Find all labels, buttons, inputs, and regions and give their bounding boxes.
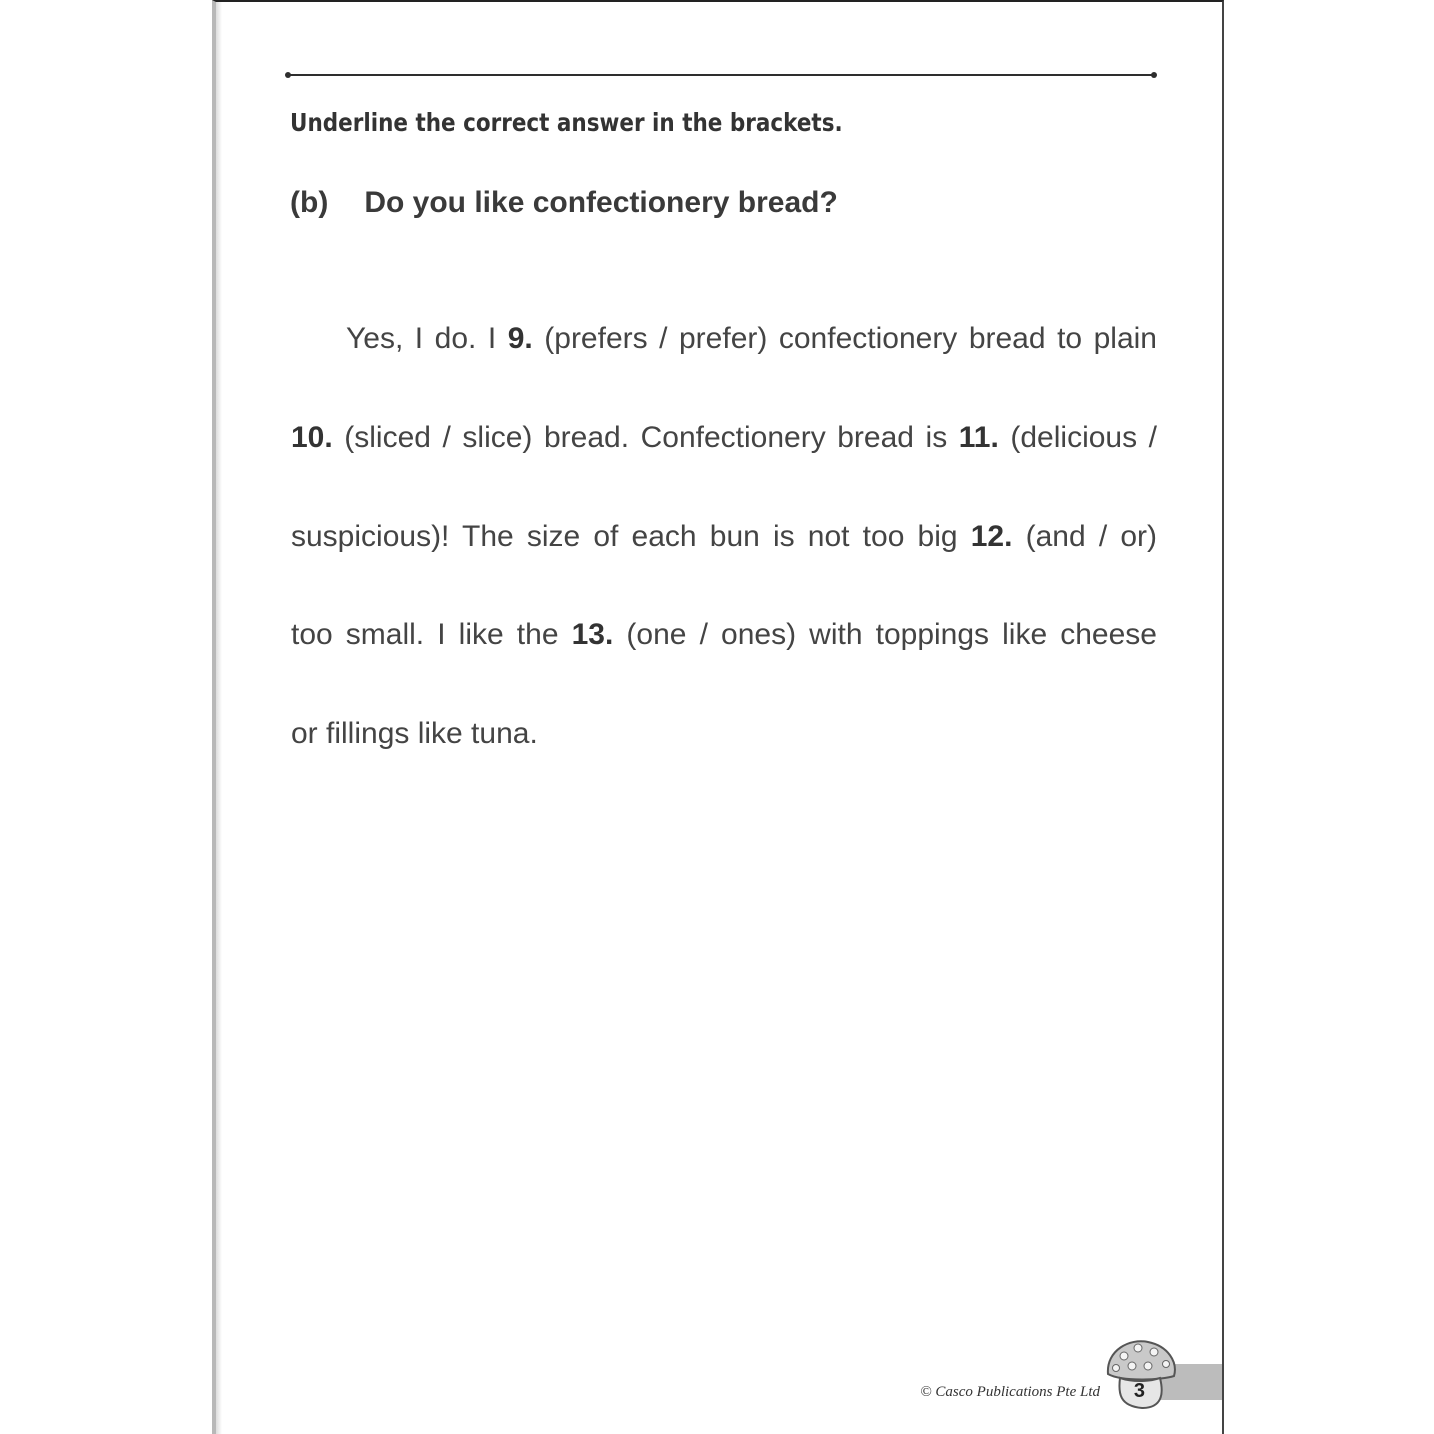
passage-line: [291, 717, 1157, 751]
passage-text: (delicious /: [998, 421, 1158, 454]
passage-text: or fillings like tuna.: [291, 717, 538, 750]
passage-text: (one / ones) with toppings like cheese: [613, 618, 1157, 651]
worksheet-page: [212, 0, 1224, 1434]
passage-line: [291, 618, 1157, 652]
passage-line: [291, 421, 1157, 455]
question-heading: [290, 186, 838, 220]
passage-line: [346, 322, 1157, 356]
item-number-11: 11.: [958, 421, 999, 454]
item-number-12: 12.: [970, 520, 1013, 553]
page-number: 3: [1133, 1380, 1145, 1402]
header-rule: [288, 74, 1154, 76]
rule-end-dot: [1151, 72, 1157, 78]
question-text: Do you like confectionery bread?: [364, 186, 838, 219]
item-number-10: 10.: [291, 421, 333, 454]
question-label: (b): [290, 186, 329, 219]
item-number-9: 9.: [507, 322, 533, 355]
passage-text: too small. I like the: [291, 618, 572, 651]
copyright-text: © Casco Publications Pte Ltd: [920, 1384, 1100, 1400]
passage-text: Yes, I do. I: [346, 322, 508, 355]
passage-text: (and / or): [1012, 520, 1157, 553]
rule-end-dot: [285, 72, 291, 78]
passage-line: [291, 520, 1157, 554]
item-number-13: 13.: [571, 618, 614, 651]
passage-text: suspicious)! The size of each bun is not too big: [291, 520, 971, 553]
instruction-text: Underline the correct answer in the brackets.: [290, 108, 843, 137]
passage-text: (prefers / prefer) confectionery bread to plain: [532, 322, 1157, 355]
passage-text: (sliced / slice) bread. Confectionery bread is: [332, 421, 959, 454]
